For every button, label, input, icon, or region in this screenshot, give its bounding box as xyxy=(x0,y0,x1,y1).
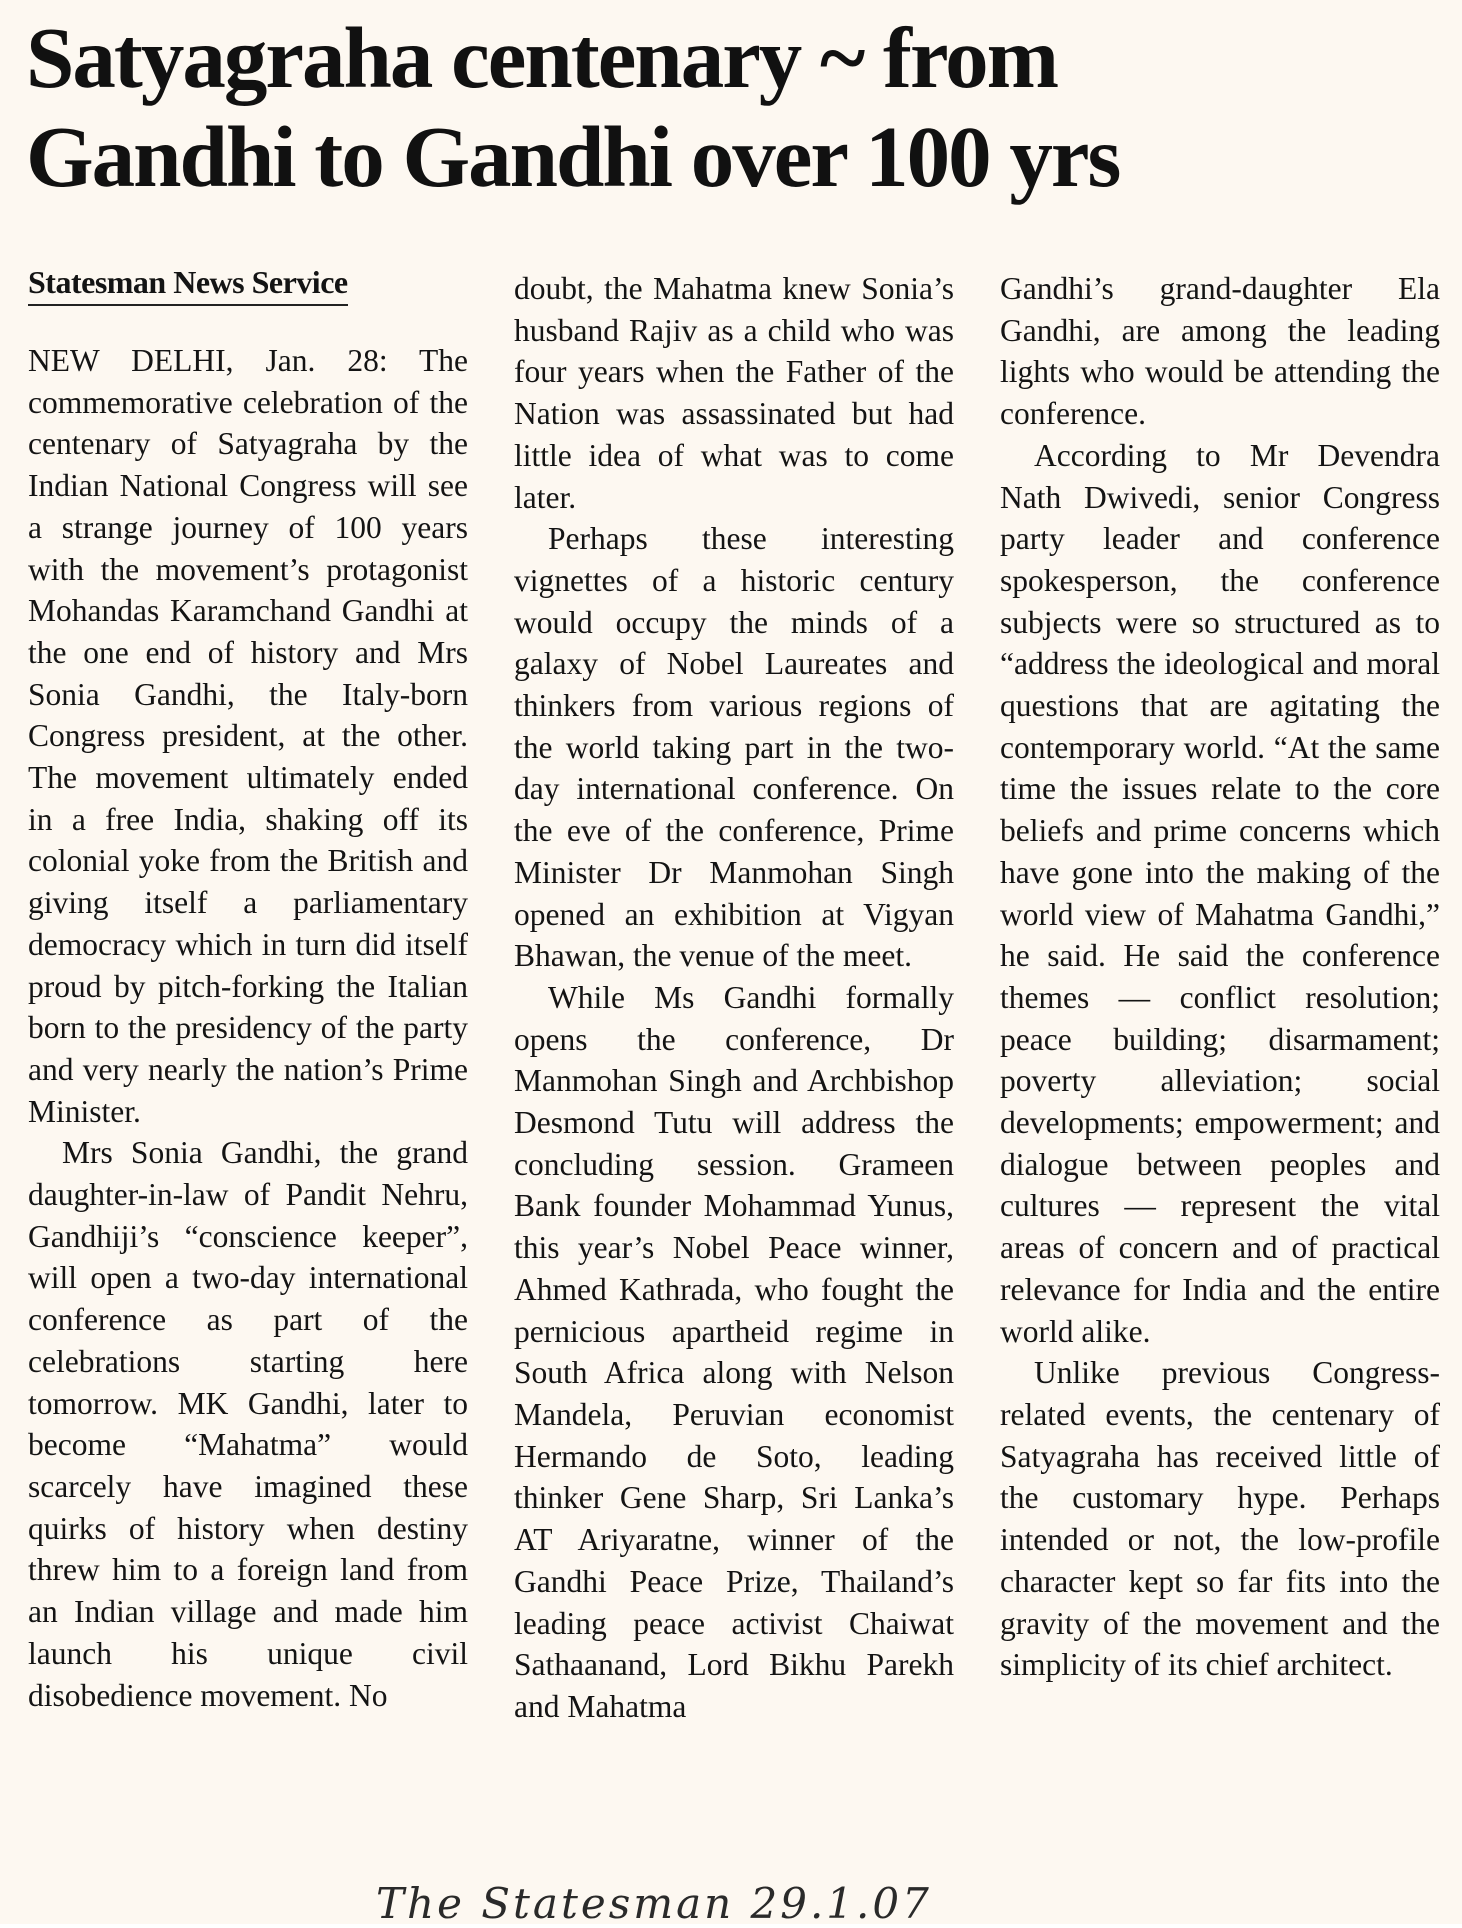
article-paragraph: Mrs Sonia Gandhi, the grand daughter-in-law of Pandit Nehru, Gandhiji’s “conscience keeper”, will open a two-day international conference as part of the celebrations starting here tomorrow. MK Gandhi, later to become “Mahatma” would scarcely have imagined these quirks of history when destiny threw him to a foreign land from an Indian village and made him launch his unique civil disobedience movement. No xyxy=(28,1135,468,1713)
article-paragraph: Gandhi’s grand-daughter Ela Gandhi, are among the leading lights who would be attending the conference. xyxy=(1000,271,1440,432)
headline-line-1: Satyagraha centenary ~ from xyxy=(26,9,1058,106)
article-column-1 xyxy=(28,262,468,1716)
article-paragraph: While Ms Gandhi formally opens the conference, Dr Manmohan Singh and Archbishop Desmond Tutu will address the concluding session. Grameen Bank founder Mohammad Yunus, this year’s Nobel Peace winner, Ahmed Kathrada, who fought the pernicious apartheid regime in South Africa along with Nelson Mandela, Peruvian economist Hermando de Soto, leading thinker Gene Sharp, Sri Lanka’s AT Ariyaratne, winner of the Gandhi Peace Prize, Thailand’s leading peace activist Chaiwat Sathaanand, Lord Bikhu Parekh and Mahatma xyxy=(514,979,954,1724)
article-paragraph: doubt, the Mahatma knew Sonia’s husband Rajiv as a child who was four years when the Father of the Nation was assassinated but had little idea of what was to come later. xyxy=(514,271,954,515)
article-column-2 xyxy=(514,268,954,1728)
article-paragraph: Unlike previous Congress-related events, the centenary of Satyagraha has received little of the customary hype. Perhaps intended or not, the low-profile character kept so far fits into the gravity of the movement and the simplicity of its chief architect. xyxy=(1000,1355,1440,1683)
handwritten-source-note: The Statesman 29.1.07 xyxy=(376,1879,932,1928)
article-paragraph: NEW DELHI, Jan. 28: The commemorative celebration of the centenary of Satyagraha by the Indian National Congress will see a strange journey of 100 years with the movement’s protagonist Mohandas Karamchand Gandhi at the one end of history and Mrs Sonia Gandhi, the Italy-born Congress president, at the other. The movement ultimately ended in a free India, shaking off its colonial yoke from the British and giving itself a parliamentary democracy which in turn did itself proud by pitch-forking the Italian born to the presidency of the party and very nearly the nation’s Prime Minister. xyxy=(28,343,468,1129)
article-paragraph: Perhaps these interesting vignettes of a historic century would occupy the minds of a galaxy of Nobel Laureates and thinkers from various regions of the world taking part in the two-day international conference. On the eve of the conference, Prime Minister Dr Manmohan Singh opened an exhibition at Vigyan Bhawan, the venue of the meet. xyxy=(514,521,954,974)
byline: Statesman News Service xyxy=(28,262,348,306)
article-paragraph: According to Mr Devendra Nath Dwivedi, senior Congress party leader and conference spokesperson, the conference subjects were so structured as to “address the ideological and moral questions that are agitating the contemporary world. “At the same time the issues relate to the core beliefs and prime concerns which have gone into the making of the world view of Mahatma Gandhi,” he said. He said the conference themes — conflict resolution; peace building; disarmament; poverty alleviation; social developments; empowerment; and dialogue between peoples and cultures — represent the vital areas of concern and of practical relevance for India and the entire world alike. xyxy=(1000,437,1440,1349)
headline xyxy=(26,8,1406,206)
article-column-3 xyxy=(1000,268,1440,1686)
headline-line-2: Gandhi to Gandhi over 100 yrs xyxy=(26,108,1120,205)
